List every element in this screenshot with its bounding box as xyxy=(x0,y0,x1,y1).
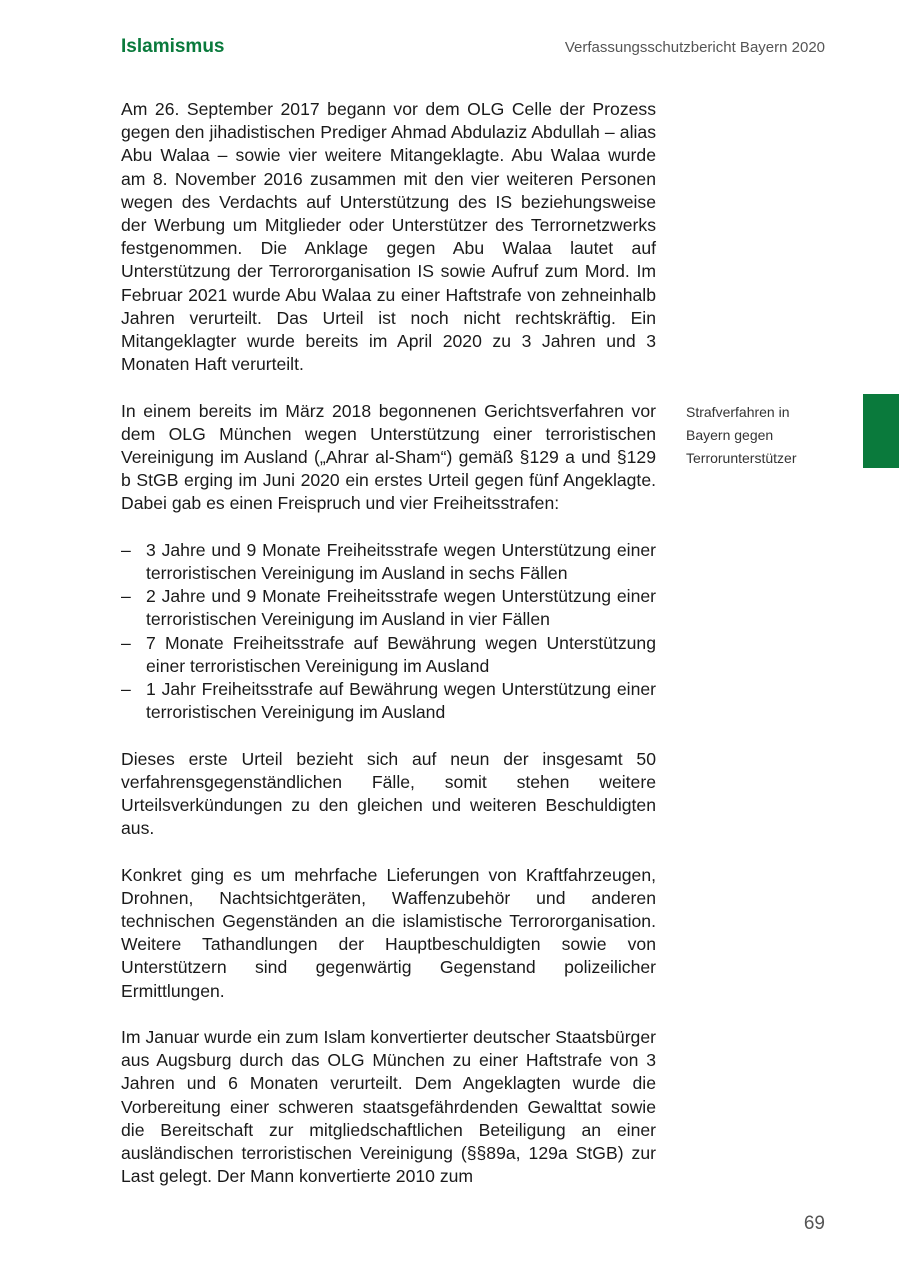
sentence-list xyxy=(121,539,656,725)
page-number: 69 xyxy=(803,1213,825,1234)
margin-note-line: Strafverfahren in xyxy=(686,404,790,420)
list-item-text: 7 Monate Freiheitsstrafe auf Bewährung wegen Unterstützung einer terroristischen Vereinigung im Ausland xyxy=(146,632,656,676)
margin-note-line: Bayern gegen xyxy=(686,427,774,443)
main-text xyxy=(121,98,656,1212)
dash-bullet: – xyxy=(121,632,131,653)
list-item xyxy=(121,539,656,585)
paragraph-abu-walaa: Am 26. September 2017 begann vor dem OLG Celle der Prozess gegen den jihadistischen Prediger Ahmad Abdulaziz Abdullah – alias Abu Walaa – sowie vier weitere Mitangeklagte. Abu Walaa wurde am 8. November 2016 zusammen mit den vier weiteren Personen wegen des Verdachts auf Unterstützung des IS beziehungsweise der Werbung um Mitglieder oder Unterstützer des Terrornetzwerks festgenommen. Die Anklage gegen Abu Walaa lautet auf Unterstützung der Terrororganisation IS sowie Aufruf zum Mord. Im Februar 2021 wurde Abu Walaa zu einer Haftstrafe von zehneinhalb Jahren verurteilt. Das Urteil ist noch nicht rechtskräftig. Ein Mitangeklagter wurde bereits im April 2020 zu 3 Jahren und 3 Monaten Haft verurteilt. xyxy=(121,99,656,375)
paragraph-augsburg-convert: Im Januar wurde ein zum Islam konvertierter deutscher Staatsbürger aus Augsburg durch das OLG München zu einer Haftstrafe von 3 Jahren und 6 Monaten verurteilt. Dem Angeklagten wurde die Vorbereitung einer schweren staatsgefährdenden Gewalttat sowie die Bereitschaft zur mitgliedschaftlichen Beteiligung an einer ausländischen terroristischen Vereinigung (§§89a, 129a StGB) zur Last gelegt. Der Mann konvertierte 2010 zum xyxy=(121,1027,656,1187)
section-title: Islamismus xyxy=(121,36,225,57)
dash-bullet: – xyxy=(121,679,131,700)
paragraph-ahrar-al-sham: In einem bereits im März 2018 begonnenen Gerichtsverfahren vor dem OLG München wegen Unterstützung einer terroristischen Vereinigung im Ausland („Ahrar al-Sham“) gemäß §129 a und §129 b StGB erging im Juni 2020 ein erstes Urteil gegen fünf Angeklagte. Dabei gab es einen Freispruch und vier Freiheitsstrafen: xyxy=(121,400,656,514)
margin-note xyxy=(686,401,836,470)
dash-bullet: – xyxy=(121,539,131,560)
paragraph-deliveries: Konkret ging es um mehrfache Lieferungen von Kraftfahrzeugen, Drohnen, Nachtsichtgeräten, Waffenzubehör und anderen technischen Gegenständen an die islamistische Terrororganisation. Weitere Tathandlungen der Hauptbeschuldigten sowie von Unterstützern sind gegenwärtig Gegenstand polizeilicher Ermittlungen. xyxy=(121,864,656,1001)
dash-bullet: – xyxy=(121,586,131,607)
list-item xyxy=(121,632,656,678)
list-item-text: 3 Jahre und 9 Monate Freiheitsstrafe wegen Unterstützung einer terroristischen Vereinigung im Ausland in sechs Fällen xyxy=(146,539,656,584)
margin-note-line: Terrorunterstützer xyxy=(686,450,797,466)
list-item-text: 2 Jahre und 9 Monate Freiheitsstrafe wegen Unterstützung einer terroristischen Vereinigung im Ausland in vier Fällen xyxy=(146,586,656,630)
list-item-text: 1 Jahr Freiheitsstrafe auf Bewährung wegen Unterstützung einer terroristischen Vereinigung im Ausland xyxy=(146,679,656,723)
report-title: Verfassungsschutzbericht Bayern 2020 xyxy=(564,39,825,56)
list-item xyxy=(121,678,656,724)
chapter-tab-marker xyxy=(863,394,899,468)
paragraph-verdict-scope: Dieses erste Urteil bezieht sich auf neun der insgesamt 50 verfahrensgegenständlichen Fälle, somit stehen weitere Urteilsverkündungen zu den gleichen und weiteren Beschuldigten aus. xyxy=(121,748,656,839)
list-item xyxy=(121,585,656,631)
